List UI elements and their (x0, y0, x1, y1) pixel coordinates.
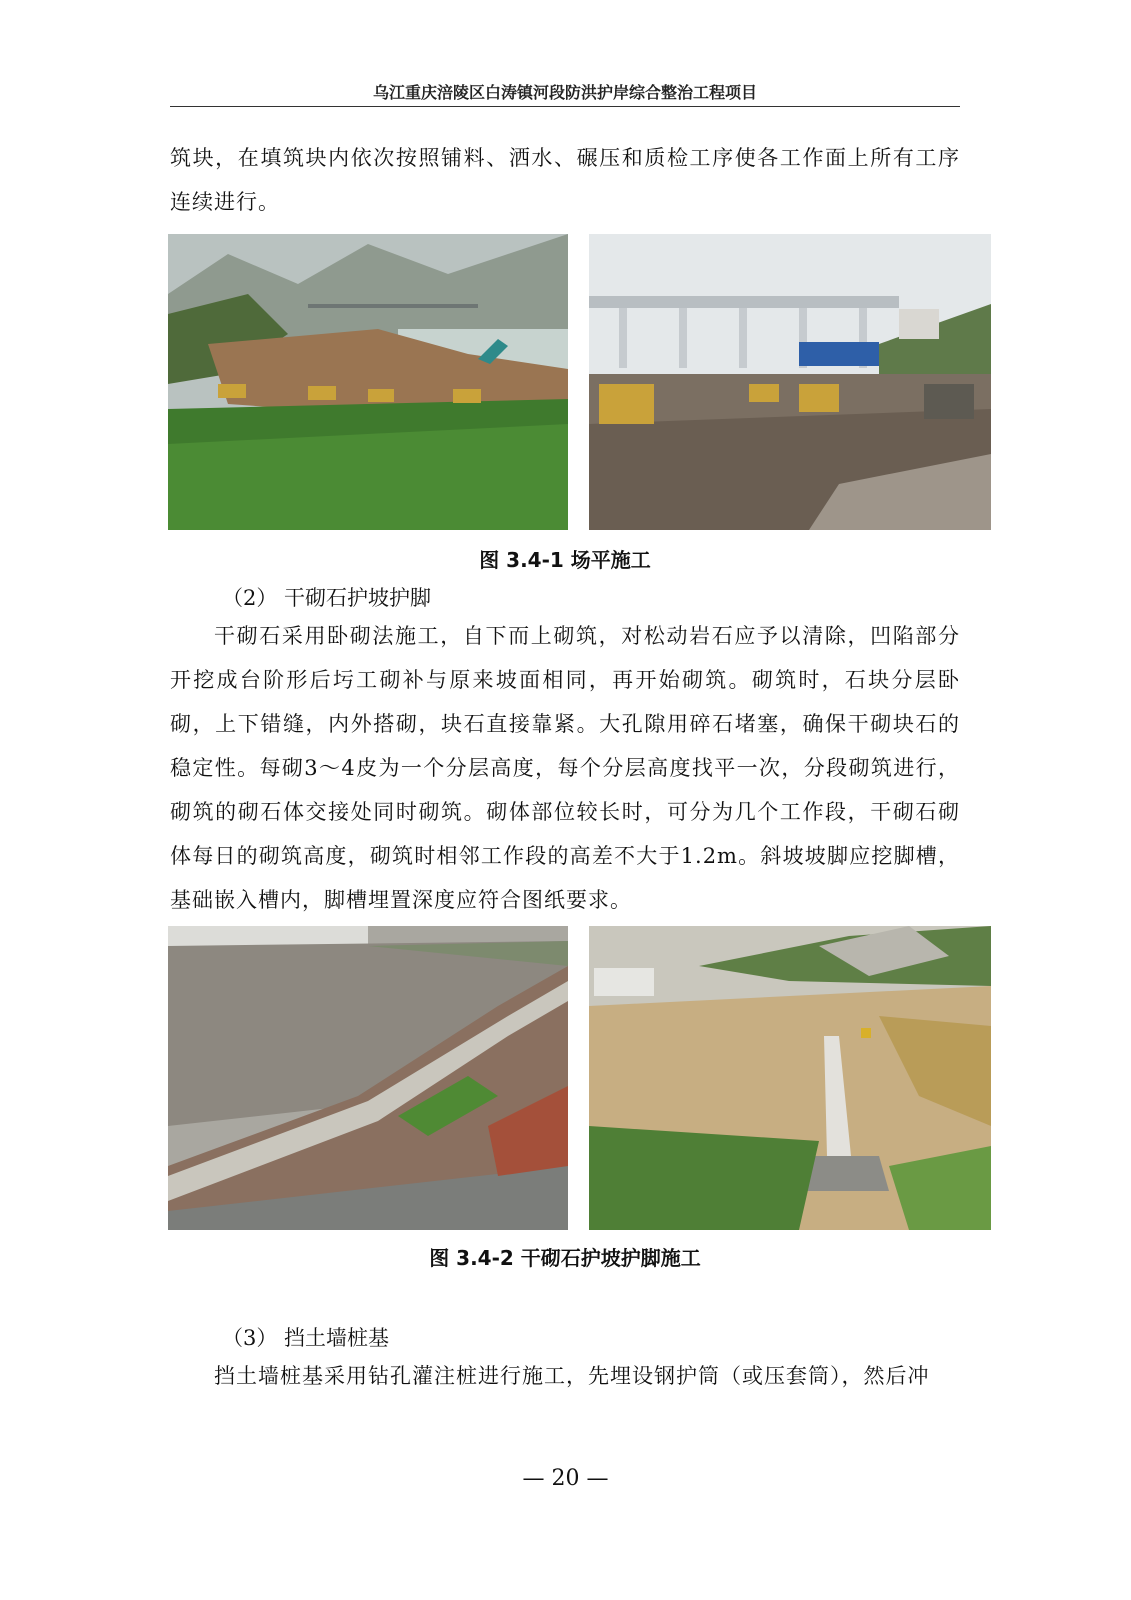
photo-slope-protection-aerial (589, 926, 991, 1230)
page-number: — 20 — (522, 1466, 609, 1491)
paragraph-continued: 筑块，在填筑块内依次按照铺料、洒水、碾压和质检工序使各工作面上所有工序连续进行。 (170, 146, 960, 214)
page-header: 乌江重庆涪陵区白涛镇河段防洪护岸综合整治工程项目 (372, 83, 757, 102)
figure-caption-1: 图 3.4-1 场平施工 (479, 548, 651, 572)
subheading-dry-masonry: （2） 干砌石护坡护脚 (222, 586, 432, 610)
paragraph-dry-masonry: 干砌石采用卧砌法施工，自下而上砌筑，对松动岩石应予以清除，凹陷部分开挖成台阶形后圬工砌补与原来坡面相同，再开始砌筑。砌筑时，石块分层卧砌，上下错缝，内外搭砌，块石直接靠紧。大孔隙用碎石堵塞，确保干砌块石的稳定性。每砌3～4皮为一个分层高度，每个分层高度找平一次，分段砌筑进行，砌筑的砌石体交接处同时砌筑。砌体部位较长时，可分为几个工作段，干砌石砌体每日的砌筑高度，砌筑时相邻工作段的高差不大于1.2m。斜坡坡脚应挖脚槽，基础嵌入槽内，脚槽埋置深度应符合图纸要求。 (170, 624, 960, 912)
paragraph-retaining-wall-pile: 挡土墙桩基采用钻孔灌注桩进行施工，先埋设钢护筒（或压套筒），然后冲 (214, 1364, 930, 1388)
header-rule (170, 106, 960, 107)
figure-caption-2: 图 3.4-2 干砌石护坡护脚施工 (429, 1246, 701, 1270)
photo-site-leveling-bridge (589, 234, 991, 530)
photo-slope-protection-river (168, 926, 568, 1230)
subheading-retaining-wall-pile: （3） 挡土墙桩基 (222, 1326, 390, 1350)
photo-site-leveling-hillside (168, 234, 568, 530)
